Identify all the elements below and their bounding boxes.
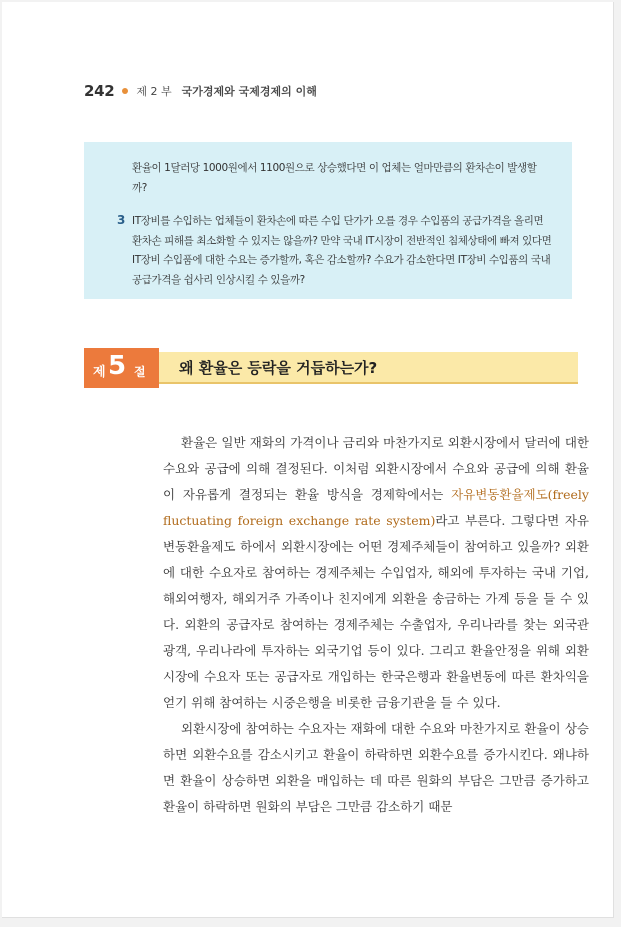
paragraph-1-rest: 라고 부른다. 그렇다면 자유변동환율제도 하에서 외환시장에는 어떤 경제주체들이 참여하고 있을까? 외환에 대한 수요자로 참여하는 경제주체는 수입업자, 해외에 투자하는 국내 기업, 해외여행자, 해외거주 가족이나 친지에게 외환을 송금하는 가계 등을 들 수 있다. 외환의 공급자로 참여하는 경제주체는 수출업자, 우리나라를 찾는 외국관광객, 우리나라에 투자하는 외국기업 등이 있다. 그리고 환율안정을 위해 외환시장에 수요자 또는 공급자로 개입하는 한국은행과 환율변동에 따른 환차익을 얻기 위해 참여하는 시중은행을 비롯한 금융기관을 들 수 있다. bbox=[163, 513, 589, 710]
paragraph-1 bbox=[163, 430, 589, 716]
paragraph-2: 외환시장에 참여하는 수요자는 재화에 대한 수요와 마찬가지로 환율이 상승하면 외환수요를 감소시키고 환율이 하락하면 외환수요를 증가시킨다. 왜냐하면 환율이 상승하면 외환을 매입하는 데 따른 원화의 부담은 그만큼 증가하고 환율이 하락하면 원화의 부담은 그만큼 감소하기 때문 bbox=[163, 721, 589, 814]
book-page bbox=[2, 2, 614, 918]
paragraph-1-start: 환율은 일반 재화의 가격이나 금리와 마찬가지로 외환시장에서 달러에 대한 수요와 공급에 의해 결정된다. 이처럼 외환시장에서 수요와 공급에 의해 환율이 자유롭게 결정되는 환율 방식을 경제학에서는 bbox=[163, 435, 589, 502]
question-box bbox=[84, 142, 572, 299]
section-label-suffix: 절 bbox=[134, 365, 146, 379]
part-label: 제 2 부 bbox=[136, 85, 172, 98]
body-text bbox=[163, 430, 589, 820]
bullet-dot-icon bbox=[122, 88, 128, 94]
running-head bbox=[84, 82, 317, 100]
part-title: 국가경제와 국제경제의 이해 bbox=[181, 85, 317, 98]
section-badge bbox=[84, 348, 159, 388]
section-label-prefix: 제 bbox=[93, 365, 106, 380]
question-text-1: 환율이 1달러당 1000원에서 1100원으로 상승했다면 이 업체는 얼마만큼의 환차손이 발생할까? bbox=[132, 162, 537, 194]
section-title-bar bbox=[159, 352, 578, 384]
section-title: 왜 환율은 등락을 거듭하는가? bbox=[179, 359, 378, 377]
question-text-3: IT장비를 수입하는 업체들이 환차손에 따른 수입 단가가 오를 경우 수입품의 공급가격을 올리면 환차손 피해를 최소화할 수 있지는 않을까? 만약 국내 IT시장이 전반적인 침체상태에 빠져 있다면 IT장비 수입품에 대한 수요는 증가할까, 혹은 감소할까? 수요가 감소한다면 IT장비 수입품의 국내 공급가격을 쉽사리 인상시킬 수 있을까? bbox=[132, 215, 552, 286]
section-heading bbox=[84, 348, 578, 388]
key-term: 자유변동환율제도(freely fluctuating foreign exchange rate system) bbox=[163, 487, 589, 528]
section-number: 5 bbox=[108, 351, 127, 381]
page-number: 242 bbox=[84, 82, 115, 100]
question-number-3: 3 bbox=[117, 213, 125, 227]
